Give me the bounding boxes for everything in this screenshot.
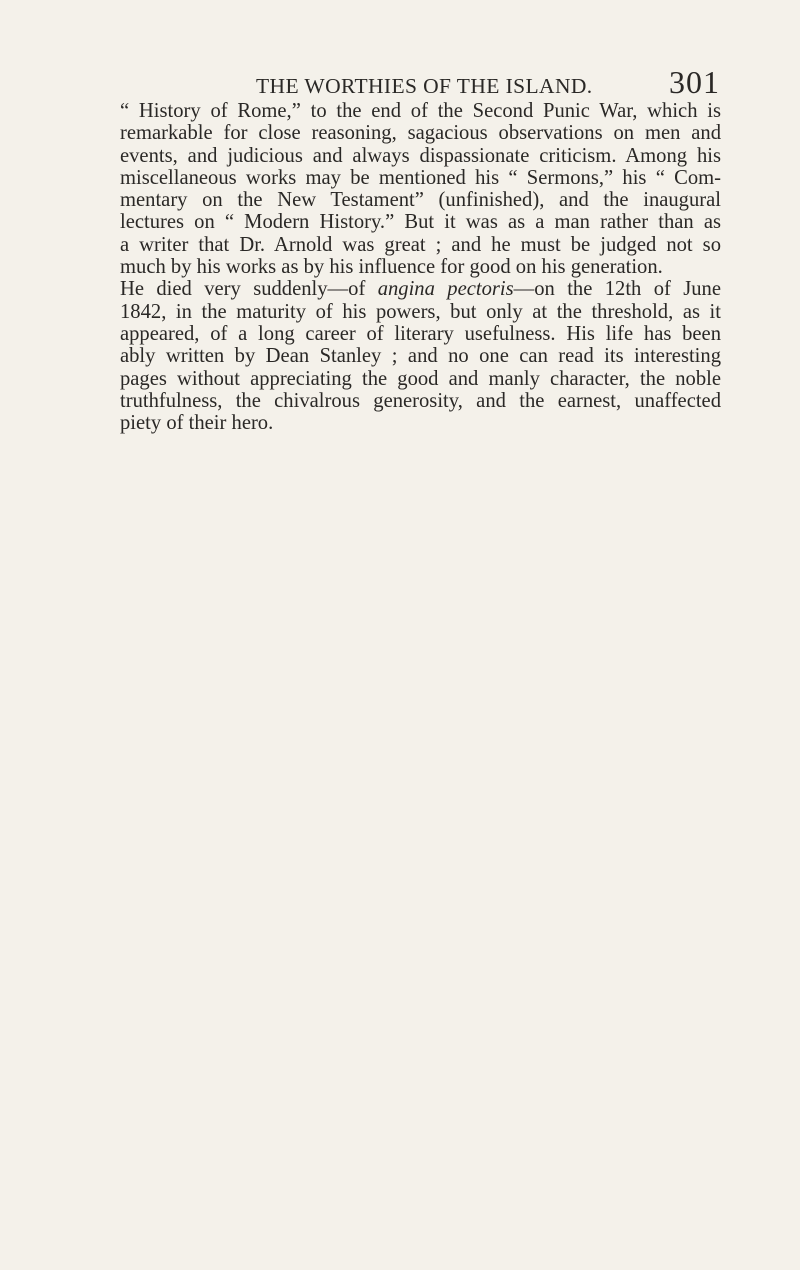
text-line: appeared, of a long career of literary usefulness. His life has been <box>120 322 721 345</box>
text-line <box>120 278 721 300</box>
text-run: —on the 12th of June <box>513 278 721 301</box>
body-text <box>120 100 721 434</box>
text-run: He died very suddenly—of <box>120 278 378 301</box>
paragraph-1 <box>120 100 721 278</box>
text-line: miscellaneous works may be mentioned his “ Sermons,” his “ Com- <box>120 166 721 189</box>
paragraph-2 <box>120 278 721 434</box>
text-line: 1842, in the maturity of his powers, but only at the threshold, as it <box>120 300 721 323</box>
text-line: much by his works as by his influence for good on his generation. <box>120 256 663 279</box>
text-line: remarkable for close reasoning, sagacious observations on men and <box>120 122 721 145</box>
text-line: a writer that Dr. Arnold was great ; and he must be judged not so <box>120 233 721 256</box>
text-line: truthfulness, the chivalrous generosity, and the earnest, unaffected <box>120 389 721 412</box>
text-line: pages without appreciating the good and manly character, the noble <box>120 367 721 390</box>
text-line: “ History of Rome,” to the end of the Second Punic War, which is <box>120 100 721 122</box>
text-line: events, and judicious and always dispassionate criticism. Among his <box>120 144 721 167</box>
text-line: lectures on “ Modern History.” But it was as a man rather than as <box>120 211 721 234</box>
text-line: piety of their hero. <box>120 412 274 435</box>
running-title: THE WORTHIES OF THE ISLAND. <box>256 74 593 98</box>
italic-term: angina pectoris <box>377 278 514 301</box>
text-line: ably written by Dean Stanley ; and no one can read its interesting <box>120 345 721 368</box>
text-line: mentary on the New Testament” (unfinished), and the inaugural <box>120 189 721 212</box>
page-number: 301 <box>669 64 720 100</box>
